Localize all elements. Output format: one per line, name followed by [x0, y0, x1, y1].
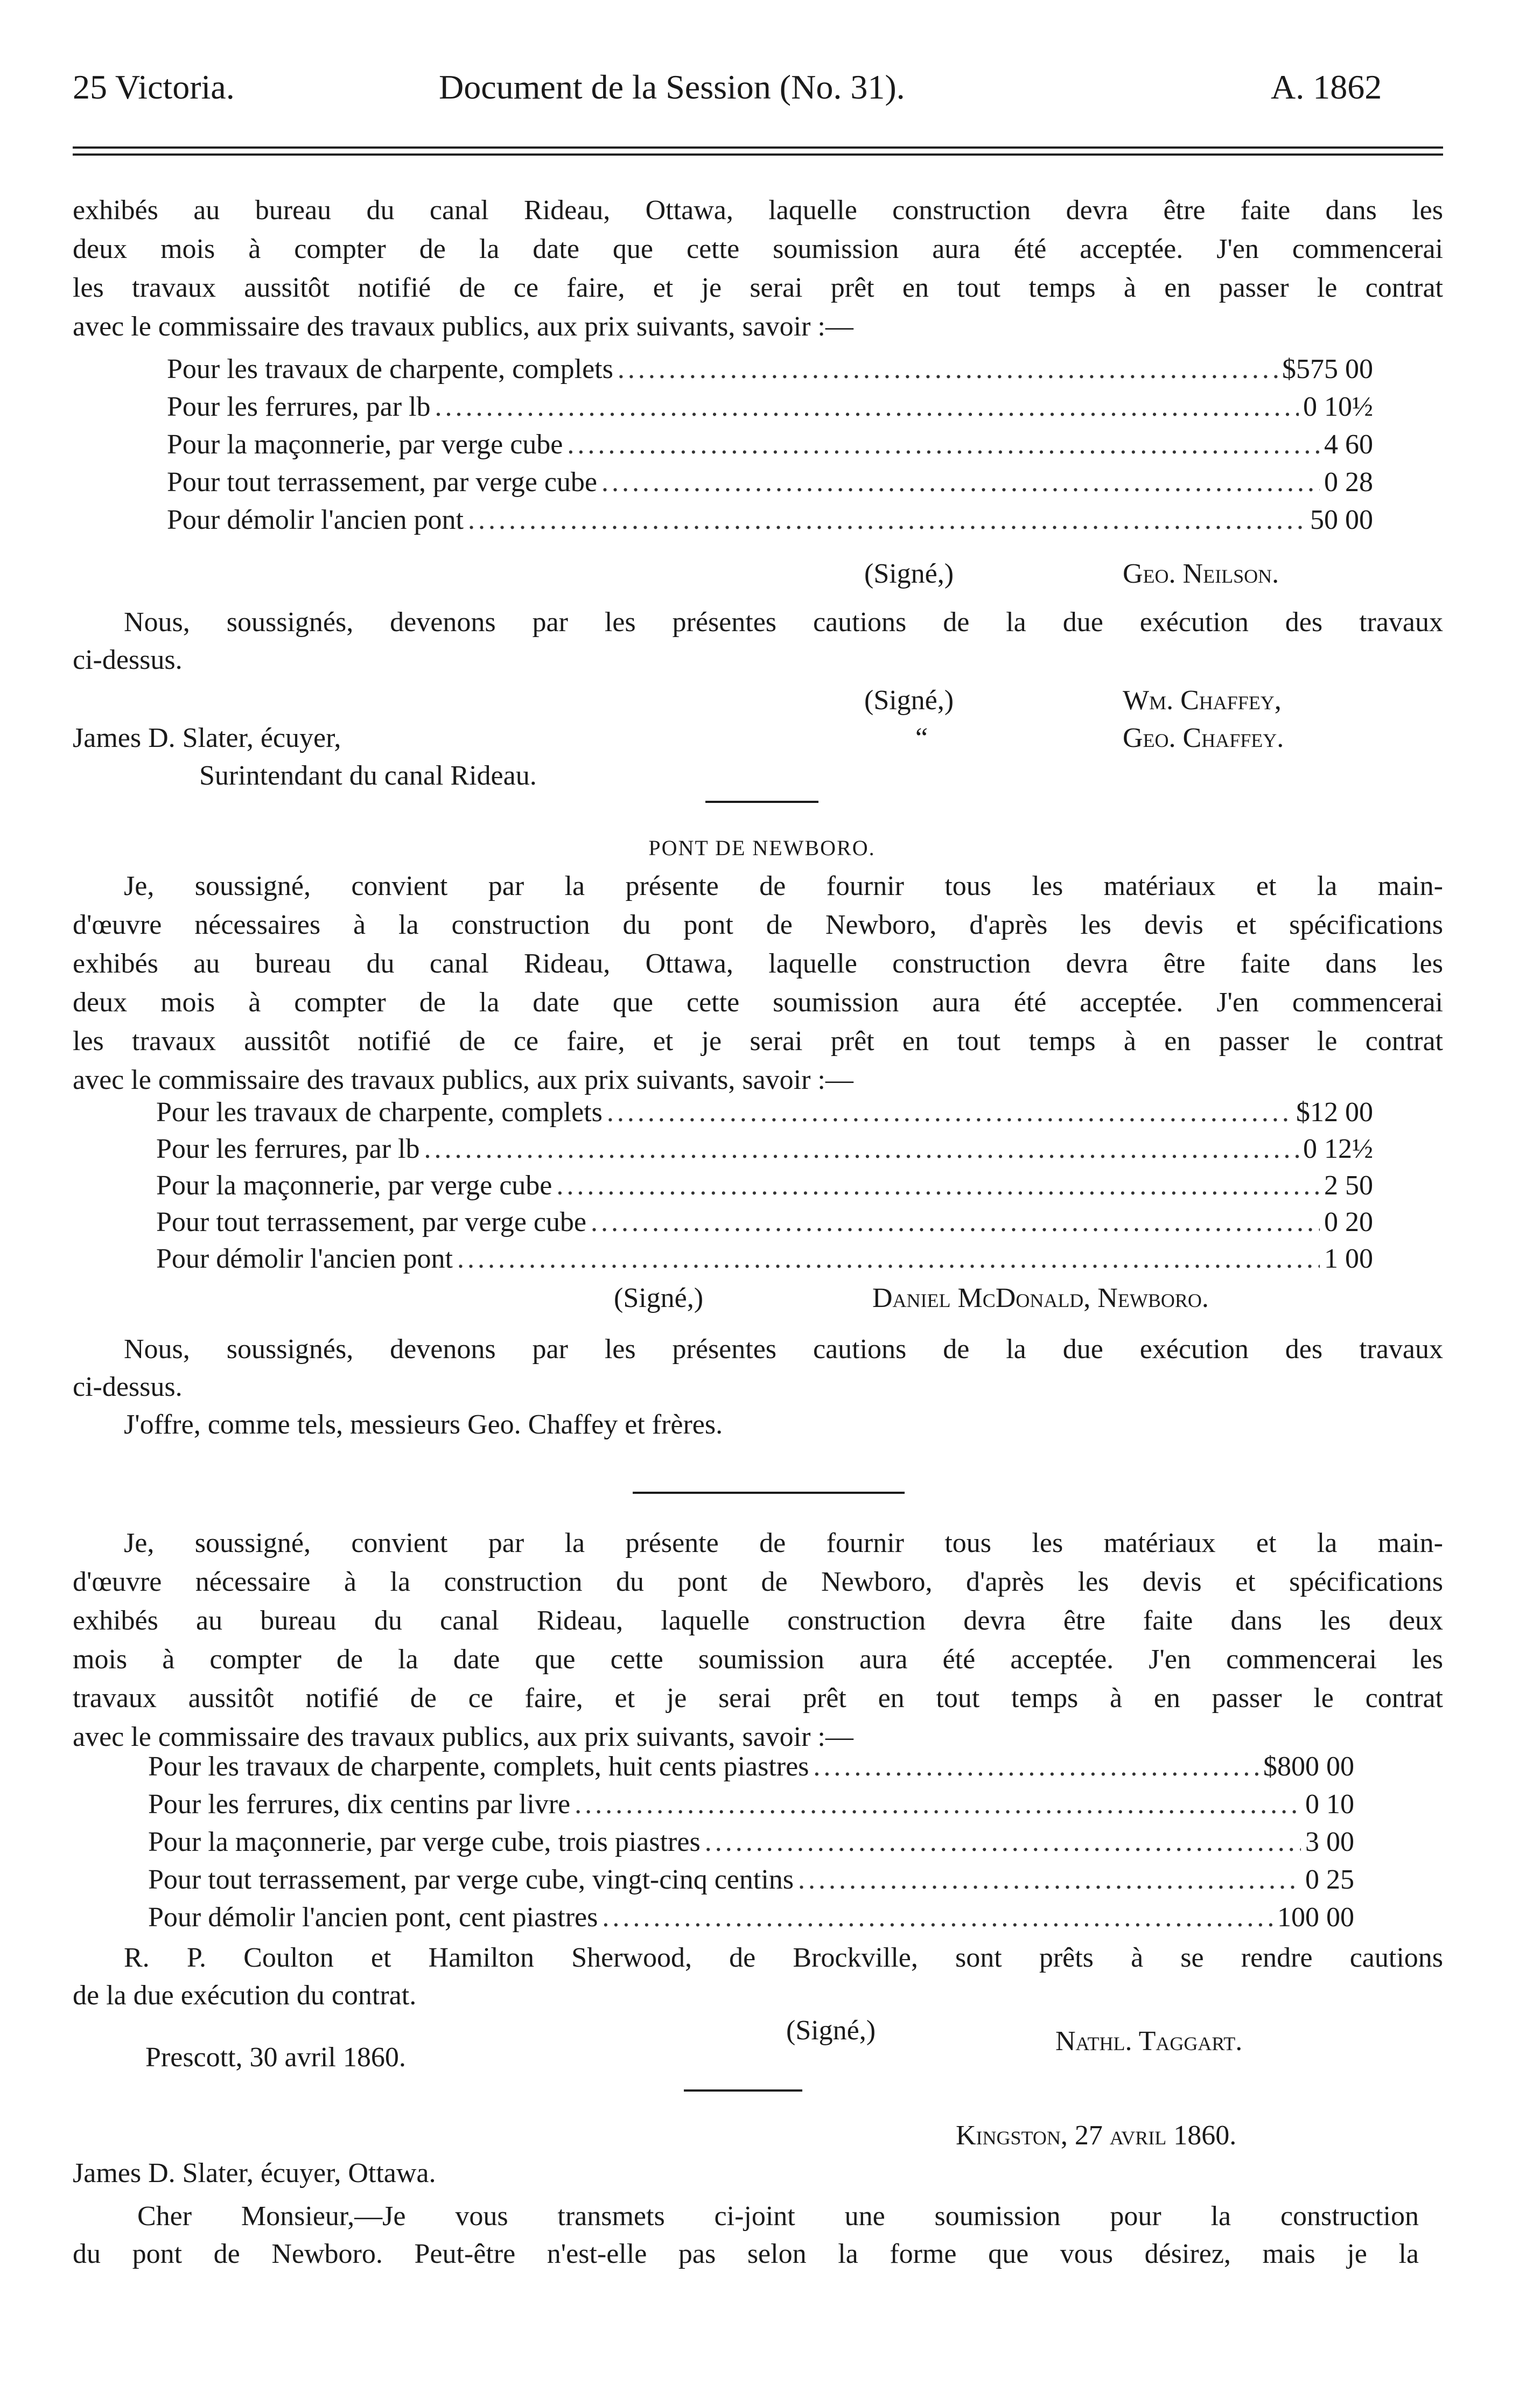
s3-place-date: Prescott, 30 avril 1860. [145, 2042, 406, 2073]
price-label: Pour les travaux de charpente, complets, huit cents piastres [148, 1751, 809, 1782]
s1-intro-line: deux mois à compter de la date que cette soumission aura été acceptée. J'en commencerai [73, 234, 1443, 264]
s1-ditto-mark: “ [915, 723, 928, 753]
s3-surety-line: de la due exécution du contrat. [73, 1980, 417, 2011]
s1-price-row [167, 506, 1373, 534]
s1-signed-label: (Signé,) [864, 558, 954, 589]
price-amount: 3 00 [1305, 1827, 1354, 1857]
header-rule-top [73, 146, 1443, 149]
price-amount: $800 00 [1263, 1751, 1354, 1782]
s3-surety-line: R. P. Coulton et Hamilton Sherwood, de Brockville, sont prêts à se rendre cautions [124, 1942, 1443, 1973]
price-amount: 4 60 [1324, 429, 1373, 460]
s1-signed2-label: (Signé,) [864, 685, 954, 716]
letter-line: Cher Monsieur,—Je vous transmets ci-joint une soumission pour la construction [137, 2201, 1419, 2232]
price-label: Pour démolir l'ancien pont [156, 1243, 453, 1274]
price-label: Pour tout terrassement, par verge cube [167, 467, 597, 498]
s2-offer: J'offre, comme tels, messieurs Geo. Chaffey et frères. [124, 1409, 723, 1440]
s1-addressee: James D. Slater, écuyer, [73, 723, 341, 753]
s3-signer: Nathl. Taggart. [1055, 2026, 1243, 2057]
s1-addressee-title: Surintendant du canal Rideau. [199, 760, 537, 791]
s3-intro-line: avec le commissaire des travaux publics, aux prix suivants, savoir :— [73, 1722, 853, 1752]
s1-surety-name: Geo. Chaffey. [1123, 723, 1284, 753]
s2-price-row [156, 1208, 1373, 1236]
s1-price-row [167, 469, 1373, 497]
s2-surety-line: ci-dessus. [73, 1372, 183, 1402]
s1-intro-line: exhibés au bureau du canal Rideau, Ottawa, laquelle construction devra être faite dans les [73, 195, 1443, 226]
section-separator [633, 1492, 905, 1494]
section-separator [684, 2089, 802, 2092]
price-label: Pour les travaux de charpente, complets [156, 1097, 603, 1128]
s1-price-row [167, 393, 1373, 421]
s3-intro-line: travaux aussitôt notifié de ce faire, et je serai prêt en tout temps à en passer le contrat [73, 1683, 1443, 1714]
letter-dateline: Kingston, 27 avril 1860. [956, 2120, 1237, 2151]
price-label: Pour les travaux de charpente, complets [167, 354, 613, 384]
s1-signer: Geo. Neilson. [1123, 558, 1279, 589]
price-label: Pour la maçonnerie, par verge cube, trois piastres [148, 1827, 701, 1857]
price-label: Pour tout terrassement, par verge cube, vingt-cinq centins [148, 1864, 794, 1895]
s1-surety-name: Wm. Chaffey, [1123, 685, 1282, 716]
price-amount: $575 00 [1282, 354, 1373, 384]
s2-intro-line: d'œuvre nécessaires à la construction du pont de Newboro, d'après les devis et spécifications [73, 910, 1443, 940]
s2-intro-line: exhibés au bureau du canal Rideau, Ottawa, laquelle construction devra être faite dans les [73, 948, 1443, 979]
price-amount: 50 00 [1310, 505, 1373, 535]
price-amount: 2 50 [1324, 1170, 1373, 1201]
price-amount: 1 00 [1324, 1243, 1373, 1274]
price-amount: 0 12½ [1303, 1134, 1373, 1164]
s2-signed-label: (Signé,) [614, 1283, 704, 1313]
s1-surety-line: ci-dessus. [73, 645, 183, 675]
price-label: Pour les ferrures, par lb [167, 391, 431, 422]
price-label: Pour les ferrures, par lb [156, 1134, 420, 1164]
s2-signer: Daniel McDonald, Newboro. [872, 1283, 1209, 1313]
s1-intro-line: les travaux aussitôt notifié de ce faire, et je serai prêt en tout temps à en passer le contrat [73, 272, 1443, 303]
s3-intro-line: d'œuvre nécessaire à la construction du pont de Newboro, d'après les devis et spécifications [73, 1567, 1443, 1597]
price-label: Pour démolir l'ancien pont, cent piastres [148, 1902, 598, 1933]
s2-price-row [156, 1135, 1373, 1163]
s1-price-row [167, 431, 1373, 459]
s2-intro-line: avec le commissaire des travaux publics, aux prix suivants, savoir :— [73, 1065, 853, 1095]
letter-addressee: James D. Slater, écuyer, Ottawa. [73, 2158, 436, 2189]
s2-surety-line: Nous, soussignés, devenons par les présentes cautions de la due exécution des travaux [124, 1334, 1443, 1365]
price-amount: 0 28 [1324, 467, 1373, 498]
header-center: Document de la Session (No. 31). [439, 68, 905, 106]
s2-intro-line: deux mois à compter de la date que cette soumission aura été acceptée. J'en commencerai [73, 987, 1443, 1018]
s3-price-row [148, 1828, 1354, 1856]
letter-line: du pont de Newboro. Peut-être n'est-elle pas selon la forme que vous désirez, mais je la [73, 2239, 1419, 2269]
s3-intro-line: exhibés au bureau du canal Rideau, laquelle construction devra être faite dans les deux [73, 1605, 1443, 1636]
s3-price-row [148, 1753, 1354, 1781]
s3-signed-label: (Signé,) [786, 2015, 876, 2046]
s3-intro-line: Je, soussigné, convient par la présente de fournir tous les matériaux et la main- [124, 1528, 1443, 1558]
s3-intro-line: mois à compter de la date que cette soumission aura été acceptée. J'en commencerai les [73, 1644, 1443, 1675]
s2-price-row [156, 1099, 1373, 1127]
price-label: Pour les ferrures, dix centins par livre [148, 1789, 571, 1820]
s2-heading: PONT DE NEWBORO. [648, 836, 876, 860]
s1-surety-line: Nous, soussignés, devenons par les présentes cautions de la due exécution des travaux [124, 607, 1443, 638]
s2-price-row [156, 1172, 1373, 1200]
s1-intro-line: avec le commissaire des travaux publics, aux prix suivants, savoir :— [73, 311, 853, 342]
price-label: Pour la maçonnerie, par verge cube [167, 429, 563, 460]
price-amount: 0 20 [1324, 1207, 1373, 1238]
price-label: Pour démolir l'ancien pont [167, 505, 464, 535]
s2-intro-line: les travaux aussitôt notifié de ce faire, et je serai prêt en tout temps à en passer le contrat [73, 1026, 1443, 1057]
price-amount: 0 25 [1305, 1864, 1354, 1895]
s3-price-row [148, 1791, 1354, 1819]
header-left: 25 Victoria. [73, 68, 235, 106]
s2-price-row [156, 1245, 1373, 1273]
header-right: A. 1862 [1271, 68, 1382, 106]
price-amount: $12 00 [1296, 1097, 1373, 1128]
price-amount: 0 10½ [1303, 391, 1373, 422]
price-label: Pour la maçonnerie, par verge cube [156, 1170, 552, 1201]
price-amount: 0 10 [1305, 1789, 1354, 1820]
price-amount: 100 00 [1277, 1902, 1354, 1933]
s3-price-row [148, 1904, 1354, 1932]
price-label: Pour tout terrassement, par verge cube [156, 1207, 586, 1238]
section-separator [705, 801, 818, 803]
s3-price-row [148, 1866, 1354, 1894]
s2-intro-line: Je, soussigné, convient par la présente de fournir tous les matériaux et la main- [124, 871, 1443, 901]
header-rule-bottom [73, 153, 1443, 156]
s1-price-row [167, 355, 1373, 383]
